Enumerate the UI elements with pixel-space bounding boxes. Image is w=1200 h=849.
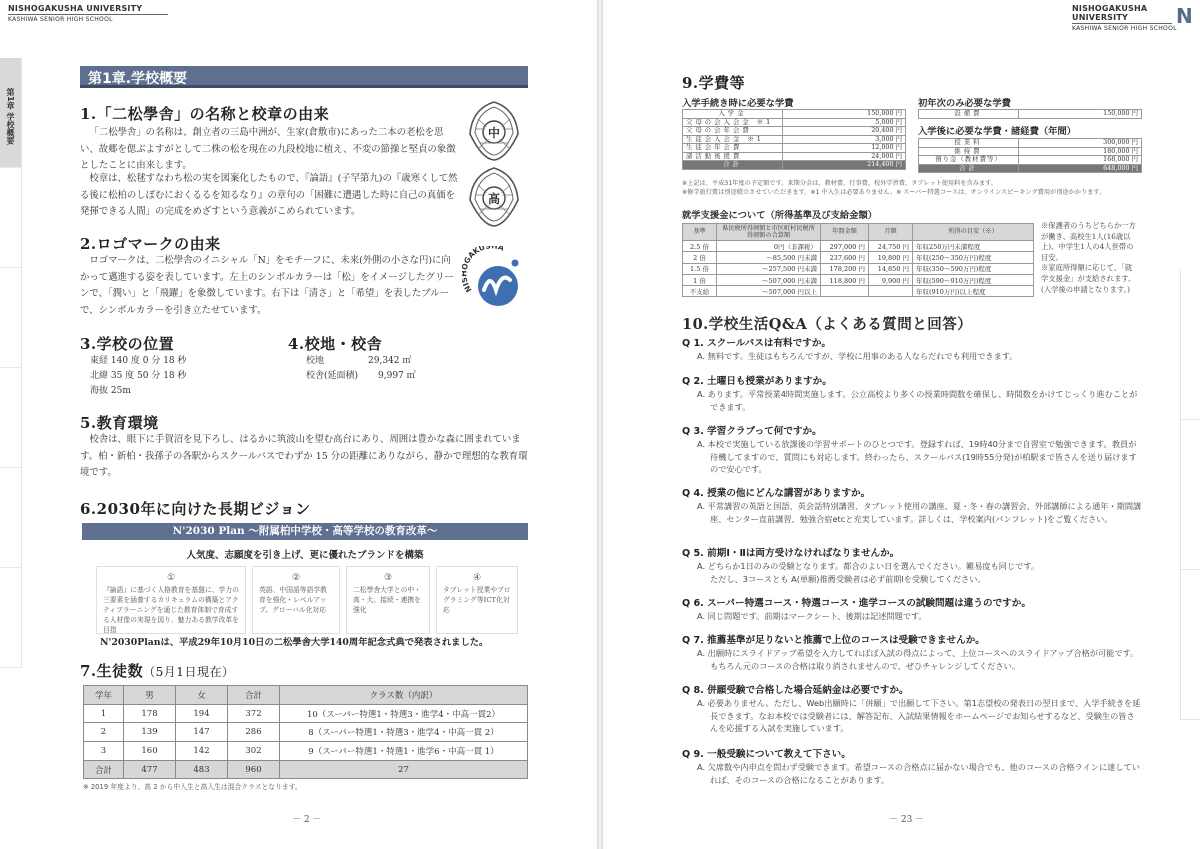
answer: A. どちらか1日のみの受験となります。都合のよい日を選んでください。難易度も同じです。 ただし、3コースとも A(単願)推薦受験者は必ず前期Ⅰを受験してください。 [697,561,1040,584]
plan-box-4 [436,566,518,634]
qa-item-3 [682,425,1142,476]
plan-box-number: ④ [472,573,482,583]
school-name: KASHIWA SENIOR HIGH SCHOOL [1072,25,1177,32]
section-1-paragraph-2: 校章は、松毬すなわち松の実を図案化したもので、『論語』(子罕第九)の『歳寒くして然る後に松柏のしぼむにおくるるを知るなり』の章句の「困難に遭遇した時に自己の真価を発揮できる人間」の完成をめざすという意義がこめられています。 [80,173,458,218]
table-row: 父母の会入会金 ※1 5,000 円 [683,118,906,127]
school-name: KASHIWA SENIOR HIGH SCHOOL [8,16,113,23]
emblem-junior-char: 中 [487,126,501,140]
column-header: 年間金額 [821,224,869,241]
table-row: 1 178 194 372 10（スーパー特選1・特選3・進学4・中高一貫2） [84,704,528,723]
header-brand-left [8,4,168,23]
aid-table [682,223,1034,297]
question: Q 6. スーパー特選コース・特選コース・進学コースの試験問題は違うのですか。 [682,598,1031,609]
campus-row: 校舎(延面積) 9,997 ㎡ [306,371,416,381]
question: Q 5. 前期Ⅰ・Ⅱは両方受けなければなりませんか。 [682,548,900,559]
table-row: 2 139 147 286 8（スーパー特選1・特選3・進学4・中高一貫 2） [84,723,528,742]
fee-note: ※上記は、平成31年度の予定額です。来期分金は、教材費、行事費、校外学習費、タブレット使用料を含みます。 ※修学旅行費は別途積立させていただきます。※1 中入生は必要ありません。※ スーパー特選コースは、オンラインスピーキング費用が別途かかります。 [682,180,1106,196]
column-header: 所得の目安（※） [913,224,1034,241]
aid-side-notes: ※保護者のうちどちらか一方が働き、高校生1人(16歳以上)、中学生1人の4人世帯の目安。 ※家庭所得額に応じて、「就学支援金」が支給されます。(入学後の申請となります。) [1041,221,1136,294]
section-10-title: 10.学校生活Q&A（よくある質問と回答） [682,316,973,333]
section-7-title-text: 7.生徒数 [80,662,144,680]
annual-fee-label: 入学後に必要な学費・諸経費（年間） [918,126,1077,137]
column-header: 女 [176,686,228,705]
table-row: 不支給 ～507,000 円以上 年収(910万円)以上程度 [683,286,1034,297]
section-7-subtitle: （5月1日現在） [143,665,235,679]
qa-item-9 [682,748,1142,786]
table-row: 3 160 142 302 9（スーパー特選1・特選1・進学6・中高一貫 1） [84,742,528,761]
chapter-index-tabs [0,58,22,668]
page-number-left: － 2 － [292,815,322,825]
table-total-row: 合計 477 483 960 27 [84,760,528,779]
table-row: 2.5 倍 0円（非課税） 297,000 円 24,750 円 年収250万円未満程度 [683,241,1034,252]
answer: A. あります。平常授業4時間実施します。公立高校より多くの授業時間数を確保し、時間数をかけてじっくり進むことができます。 [697,389,1138,412]
section-5-title: 5.教育環境 [80,414,159,432]
university-name: NISHOGAKUSHA UNIVERSITY [8,4,143,13]
table-row: 諸活動後援費 24,000 円 [683,152,906,161]
logo-arc-text: NI GAKUS A [462,246,506,294]
plan-subtitle: 人気度、志願度を引き上げ、更に優れたブランドを構築 [186,550,424,561]
plan-box-text: 二松學舎大学との中・高・大、接続・連携を強化 [353,586,421,614]
index-tab[interactable] [1180,570,1200,720]
column-header: 学年 [84,686,124,705]
location-info [90,354,187,399]
section-2-title: 2.ロゴマークの由来 [80,235,221,253]
latitude: 北緯 35 度 50 分 18 秒 [90,371,187,381]
section-1-title: 1.「二松學舎」の名称と校章の由来 [80,105,330,123]
chapter-tab[interactable] [0,468,22,568]
answer: A. 無料です。生徒はもちろんですが、学校に用事のある人ならだれでも利用できます。 [697,351,1018,361]
campus-info [306,354,446,384]
emblem-senior-char: 高 [487,192,501,206]
column-header: クラス数（内訳） [280,686,528,705]
left-page [0,0,598,849]
answer: A. 欠席数や内申点を問わず受験できます。希望コースの合格点に届かない場合でも、他のコースの合格ラインに達していれば、そのコースの合格になることがあります。 [697,762,1140,785]
answer: A. 出願時にスライドアップ希望を入力してればば入試の得点によって、上位コースへのスライドアップ合格が可能です。もちろん元のコースの合格は取り消されませんので、ぜひチャレンジしてください。 [697,648,1139,671]
first-year-fee-label: 初年次のみ必要な学費 [918,98,1011,109]
aid-label: 就学支援金について（所得基準及び支給金額） [682,210,878,221]
section-3-title: 3.学校の位置 [80,335,175,353]
answer: A. 本校で実施している放課後の学習サポートのひとつです。登録すれば、19時40分まで自習室で勉強できます。教員が待機してますので、質問にも対応します。終わったら、スクールバス(19時55分発)が柏駅まで皆さんを送り届けますので安心です。 [697,439,1137,474]
column-header: 合計 [228,686,280,705]
table-total-row: 合計 648,000 円 [919,164,1142,173]
table-row: 生徒会年会費 12,000 円 [683,144,906,153]
qa-item-1 [682,337,1142,363]
table-row: 2 倍 ～85,500 円未満 237,600 円 19,800 円 年収(250～350万円)程度 [683,252,1034,263]
chapter-title: 第1章.学校概要 [80,66,528,88]
table-header-row [84,686,528,705]
campus-row: 校地 29,342 ㎡ [306,356,412,366]
table-row: 入学金 150,000 円 [683,110,906,119]
plan-box-text: 『論語』に基づく人格教育を基盤に、学力の三要素を涵養するカリキュラムの構築とアクティブラーニングを通じた教育体制で育成する人材像の実現を図り、魅力ある教学改革を目指 [103,586,239,634]
table-row: 授業料 300,000 円 [919,139,1142,148]
section-5-paragraph: 校舎は、眼下に手賀沼を見下ろし、はるかに筑波山を望む高台にあり、周囲は豊かな森に囲まれています。柏・新柏・我孫子の各駅からスクールバスでわずか 15 分の距離にありながら、静かで理想的な教育環境です。 [80,434,528,479]
table-row: 生徒会入会金 ※1 3,000 円 [683,135,906,144]
table-row: 1.5 倍 ～257,500 円未満 178,200 円 14,850 円 年収(350～590万円)程度 [683,263,1034,274]
plan-box-text: タブレット授業やプログラミング等ICT化対応 [443,586,511,614]
chapter-tab-label: 第1章 学校概要 [6,88,15,145]
school-emblem-junior [466,99,522,163]
qa-item-8 [682,684,1142,735]
chapter-tab[interactable] [0,168,22,268]
entry-fee-label: 入学手続き時に必要な学費 [682,98,794,109]
elevation: 海抜 25m [90,386,131,396]
plan-box-3 [346,566,430,634]
plan-box-text: 英語、中国語等語学教育を強化・レベルアップ。グローバル化対応 [259,586,327,614]
question: Q 8. 併願受験で合格した場合延納金は必要ですか。 [682,685,909,696]
section-4-title: 4.校地・校舎 [288,335,383,353]
chapter-tab[interactable] [0,368,22,468]
plan-banner: N'2030 Plan ～附属柏中学校・高等学校の教育改革～ [82,523,528,540]
plan-box-number: ② [291,573,301,583]
chapter-tab[interactable] [0,568,22,668]
question: Q 7. 推薦基準が足りないと推薦で上位のコースは受験できませんか。 [682,635,985,646]
question: Q 4. 授業の他にどんな講習がありますか。 [682,488,871,499]
qa-item-7 [682,634,1142,672]
longitude: 東経 140 度 0 分 18 秒 [90,356,187,366]
question: Q 3. 学習クラブって何ですか。 [682,426,822,437]
column-header: 男 [124,686,176,705]
column-header: 月額 [869,224,913,241]
plan-box-number: ① [166,573,176,583]
table-row: 設備費 150,000 円 [919,110,1142,119]
university-name: NISHOGAKUSHA UNIVERSITY [1072,4,1148,22]
table-header-row [683,224,1034,241]
section-2-paragraph: ロゴマークは、二松學舎のイニシャル「N」をモチーフに、未来(外側の小さな円)に向かって邁進する姿を表しています。左上のシンボルカラーは「松」をイメージしたグリーンで、「潤い」と「飛躍」を象徴しています。右下は「清さ」と「希望」を表したブルーで、シンボルカラーを引き立たせています。 [80,255,454,316]
section-1-paragraph-1: 「二松學舎」の名称は、創立者の三島中洲が、生家(倉敷市)にあった二本の老松を思い、故郷を偲ぶよすがとして二株の松を現在の九段校地に植え、不変の節操と堅貞の象徴としたことに由来します。 [80,127,456,172]
answer: A. 平常講習の英語と国語、英会話特別講習、タブレット使用の講座、夏・冬・春の講習会、外部講師による通年・期間講座、センター直前講習、勉強合宿etcと充実しています。詳しくは、学校案内(パンフレット)をご覧ください。 [697,501,1142,524]
student-table-note: ※ 2019 年度より、高 2 から中入生と高入生は混合クラスとなります。 [83,783,302,791]
right-index-tabs [1180,270,1200,720]
table-row: 維持費 180,000 円 [919,147,1142,156]
plan-box-1 [96,566,246,634]
index-tab[interactable] [1180,420,1200,570]
annual-fee-table [918,138,1142,173]
section-9-title: 9.学費等 [682,74,746,92]
plan-box-number: ③ [383,573,393,583]
student-count-table [83,685,528,779]
question: Q 1. スクールバスは有料ですか。 [682,338,832,349]
section-6-title: 6.2030年に向けた長期ビジョン [80,500,311,518]
chapter-tab[interactable] [0,268,22,368]
answer: A. 必要ありません。ただし、Web出願時に「併願」で出願して下さい。第1志望校の発表日の翌日まで、入学手続きを延長できます。なお本校では受験者には、解答記布、入試結果情報をホームページでお知らせするなど、受験生の皆さんを応援する入試を実施しています。 [697,698,1141,733]
entry-fee-table [682,109,906,170]
plan-note: N'2030Planは、平成29年10月10日の二松學舎大学140周年記念式典で発表されました。 [100,637,489,648]
column-header: 基準 [683,224,717,241]
chapter-tab-active[interactable] [0,58,22,168]
question: Q 9. 一般受験について教えて下さい。 [682,749,851,760]
table-row: 父母の会年会費 20,400 円 [683,127,906,136]
question: Q 2. 土曜日も授業がありますか。 [682,376,832,387]
column-header: 県民税所得割額と市区町村民税所得割額の合算額 [717,224,821,241]
table-total-row: 合計 214,400 円 [683,161,906,170]
section-7-title [80,660,234,681]
n-logo-icon: N [1176,4,1193,28]
table-row: 預り金（教材費等） 168,000 円 [919,156,1142,165]
nishogakusha-logo [462,246,528,312]
qa-item-5 [682,547,1142,585]
school-emblem-senior [466,165,522,229]
qa-item-4 [682,487,1142,525]
qa-item-6 [682,597,1142,623]
plan-box-2 [252,566,340,634]
qa-item-2 [682,375,1142,413]
page-number-right: － 23 － [889,815,925,825]
first-year-fee-table [918,109,1142,119]
table-row: 1 倍 ～507,000 円未満 118,800 円 9,900 円 年収(590～910万円)程度 [683,274,1034,285]
answer: A. 同じ問題です。前期はマークシート、後期は記述問題です。 [697,611,927,621]
index-tab[interactable] [1180,270,1200,420]
